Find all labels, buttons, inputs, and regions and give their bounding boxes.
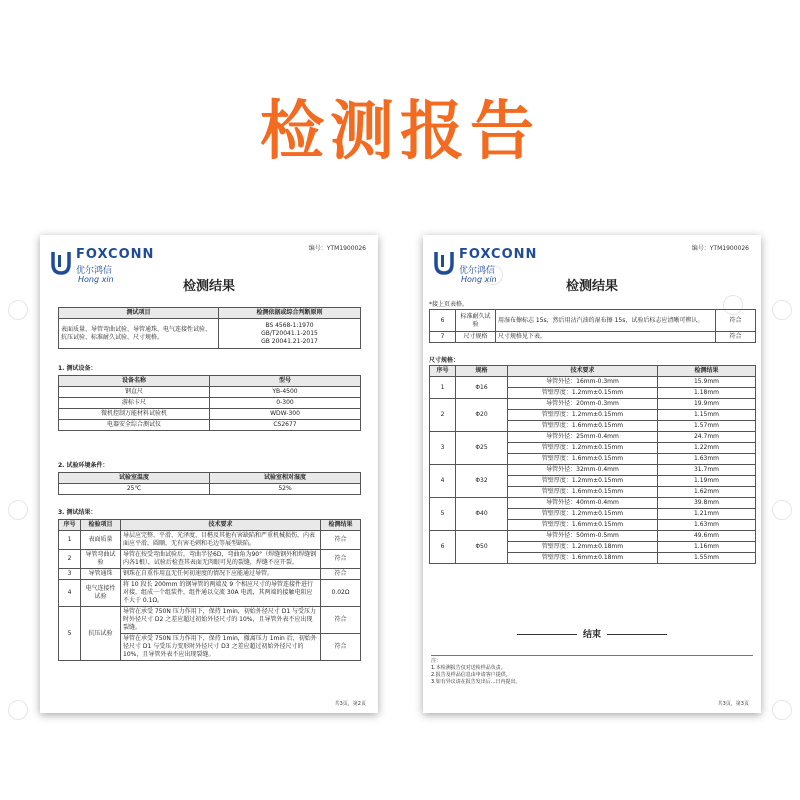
size-requirement: 管壁厚度：1.6mm±0.15mm bbox=[508, 454, 658, 465]
watermark-icon bbox=[8, 500, 28, 520]
result-res: 0.02Ω bbox=[321, 580, 361, 607]
foxconn-logo-icon bbox=[433, 249, 455, 277]
size-result: 1.55mm bbox=[658, 553, 756, 564]
size-requirement: 管壁厚度：1.2mm±0.15mm bbox=[508, 410, 658, 421]
size-result: 1.22mm bbox=[658, 443, 756, 454]
table-row bbox=[59, 409, 361, 420]
table-row bbox=[430, 377, 756, 388]
equipment-model: YB-4500 bbox=[210, 387, 361, 398]
size-no: 2 bbox=[430, 399, 456, 432]
table-row bbox=[59, 387, 361, 398]
size-title: 尺寸规格： bbox=[429, 357, 460, 364]
continued-table bbox=[429, 309, 756, 343]
size-requirement: 管壁厚度：1.6mm±0.18mm bbox=[508, 553, 658, 564]
result-req: 尺寸规格见下表。 bbox=[496, 332, 716, 343]
size-spec: Φ40 bbox=[456, 498, 508, 531]
result-item: 导管弯曲试验 bbox=[81, 550, 121, 569]
size-no: 5 bbox=[430, 498, 456, 531]
size-requirement: 导管外径：40mm-0.4mm bbox=[508, 498, 658, 509]
size-result: 49.6mm bbox=[658, 531, 756, 542]
size-requirement: 管壁厚度：1.6mm±0.15mm bbox=[508, 421, 658, 432]
result-res: 符合 bbox=[321, 634, 361, 661]
result-no: 5 bbox=[59, 607, 81, 661]
result-item: 导管通珠 bbox=[81, 569, 121, 580]
result-req: 导层应完整、平滑、光泽度、目楷及其他有害缺陷和严重机械损伤，内表面应平滑，圆顺，无有害毛刺和毛边等展型缺陷。 bbox=[121, 531, 321, 550]
equipment-name: 电器安全综合测试仪 bbox=[59, 420, 210, 431]
size-header-req: 技术要求 bbox=[508, 366, 658, 377]
size-no: 6 bbox=[430, 531, 456, 564]
basis-header-item: 测试项目 bbox=[59, 308, 219, 319]
result-res: 符合 bbox=[321, 569, 361, 580]
size-result: 1.63mm bbox=[658, 454, 756, 465]
table-row bbox=[59, 420, 361, 431]
notes bbox=[431, 655, 753, 686]
equipment-name: 微机控制万能材料试验机 bbox=[59, 409, 210, 420]
foxconn-logo-icon bbox=[50, 249, 72, 277]
end-text: 结束 bbox=[582, 630, 601, 640]
size-result: 1.63mm bbox=[658, 520, 756, 531]
env-header-humidity: 试验室相对湿度 bbox=[210, 473, 361, 484]
env-humidity: 52% bbox=[210, 484, 361, 495]
basis-standards: BS 4568-1:1970 GB/T20041.1-2015 GB 20041.21-2017 bbox=[219, 319, 361, 349]
equipment-model: 0-300 bbox=[210, 398, 361, 409]
size-result: 39.8mm bbox=[658, 498, 756, 509]
result-item: 电气连接性试验 bbox=[81, 580, 121, 607]
size-result: 1.18mm bbox=[658, 388, 756, 399]
equipment-header-model: 型号 bbox=[210, 376, 361, 387]
result-no: 6 bbox=[430, 310, 456, 332]
size-requirement: 管壁厚度：1.6mm±0.15mm bbox=[508, 487, 658, 498]
size-result: 15.9mm bbox=[658, 377, 756, 388]
brand-cn: 优尔鸿信 bbox=[76, 266, 113, 276]
result-item: 标准耐久试验 bbox=[456, 310, 496, 332]
watermark-icon bbox=[8, 300, 28, 320]
notes-title: 注： bbox=[431, 658, 442, 664]
equipment-table bbox=[58, 375, 361, 431]
result-req: 导管在承受 750N 压力作用下，保持 1min，撤离压力 1min 后，初始外径尺寸 D1 与受压力变形时外径尺寸 D3 之差应超过初始外径尺寸的 10%，且导管外表不应出现裂缝。 bbox=[121, 634, 321, 661]
table-row bbox=[430, 498, 756, 509]
size-header-no: 序号 bbox=[430, 366, 456, 377]
table-row bbox=[59, 550, 361, 569]
report-page-2 bbox=[40, 235, 378, 713]
size-result: 1.16mm bbox=[658, 542, 756, 553]
size-header-spec: 规格 bbox=[456, 366, 508, 377]
result-req: 用湿布擦标志 15s，然后用沾汽油的湿布擦 15s，试验后标志应清晰可辨认。 bbox=[496, 310, 716, 332]
watermark-icon bbox=[772, 300, 792, 320]
env-header-temp: 试验室温度 bbox=[59, 473, 210, 484]
table-row bbox=[430, 310, 756, 332]
result-req: 导管在承受 750N 压力作用下，保持 1min，初始外径尺寸 D1 与受压力时外径尺寸 D2 之差应超过初始外径尺寸的 10%，且导管外表不应出现裂缝。 bbox=[121, 607, 321, 634]
continued-note: *接上页表格。 bbox=[429, 301, 469, 308]
equipment-name: 钢直尺 bbox=[59, 387, 210, 398]
table-row bbox=[430, 531, 756, 542]
table-row bbox=[59, 531, 361, 550]
size-spec: Φ32 bbox=[456, 465, 508, 498]
size-no: 4 bbox=[430, 465, 456, 498]
size-requirement: 管壁厚度：1.2mm±0.15mm bbox=[508, 509, 658, 520]
size-requirement: 导管外径：25mm-0.4mm bbox=[508, 432, 658, 443]
results-header-req: 技术要求 bbox=[121, 520, 321, 531]
size-no: 1 bbox=[430, 377, 456, 399]
doc-number: 编号：YTM1900026 bbox=[691, 245, 749, 252]
size-header-res: 检测结果 bbox=[658, 366, 756, 377]
size-result: 24.7mm bbox=[658, 432, 756, 443]
env-title: 2. 试验环境条件： bbox=[58, 462, 109, 469]
result-req: 将 10 段长 200mm 的钢导管的两端及 9 个相应尺寸的导管连接件进行对接，组成一个组装件，组件通以交流 30A 电流，其两端的接触电阻应不大于 0.1Ω。 bbox=[121, 580, 321, 607]
size-result: 1.15mm bbox=[658, 410, 756, 421]
size-no: 3 bbox=[430, 432, 456, 465]
size-requirement: 管壁厚度：1.2mm±0.15mm bbox=[508, 476, 658, 487]
size-requirement: 管壁厚度：1.2mm±0.15mm bbox=[508, 443, 658, 454]
size-spec: Φ20 bbox=[456, 399, 508, 432]
brand-pinyin: Hong xin bbox=[78, 275, 114, 284]
watermark-icon bbox=[772, 700, 792, 720]
equipment-model: WDW-300 bbox=[210, 409, 361, 420]
table-row bbox=[430, 432, 756, 443]
note-line: 3.如有异议请在报告发出后...日内提出。 bbox=[431, 679, 521, 685]
result-res: 符合 bbox=[321, 550, 361, 569]
size-requirement: 导管外径：32mm-0.4mm bbox=[508, 465, 658, 476]
equipment-header-name: 设备名称 bbox=[59, 376, 210, 387]
note-line: 1.本检测报告仅对送检样品负责。 bbox=[431, 665, 506, 671]
equipment-title: 1. 测试设备： bbox=[58, 365, 97, 372]
watermark-icon bbox=[8, 700, 28, 720]
env-temp: 25℃ bbox=[59, 484, 210, 495]
size-spec: Φ50 bbox=[456, 531, 508, 564]
size-requirement: 导管外径：16mm-0.3mm bbox=[508, 377, 658, 388]
env-table bbox=[58, 472, 361, 495]
brand-pinyin: Hong xin bbox=[461, 275, 497, 284]
page-footer: 共3页，第3页 bbox=[717, 701, 749, 707]
size-result: 1.57mm bbox=[658, 421, 756, 432]
table-row bbox=[59, 398, 361, 409]
result-req: 导管在按受弯曲试验后，弯曲半径6D，弯曲角为90°（焊缝钢外和焊缝钢内各1根），试验后检查其表面无肉眼可见的裂缝，焊缝不应开裂。 bbox=[121, 550, 321, 569]
result-req: 钢珠在自重作用直无任何初速度的情况下应能通过导管。 bbox=[121, 569, 321, 580]
brand-cn: 优尔鸿信 bbox=[459, 266, 496, 276]
result-no: 7 bbox=[430, 332, 456, 343]
brand-name: FOXCONN bbox=[76, 247, 155, 262]
result-res: 符合 bbox=[716, 310, 756, 332]
table-row bbox=[59, 580, 361, 607]
result-item: 尺寸规格 bbox=[456, 332, 496, 343]
doc-title: 检测结果 bbox=[182, 279, 235, 294]
results-table bbox=[58, 519, 361, 661]
size-table bbox=[429, 365, 756, 564]
report-headline: 检测报告 bbox=[260, 95, 540, 169]
result-res: 符合 bbox=[716, 332, 756, 343]
table-row bbox=[59, 569, 361, 580]
result-res: 符合 bbox=[321, 607, 361, 634]
result-no: 3 bbox=[59, 569, 81, 580]
result-no: 1 bbox=[59, 531, 81, 550]
basis-items: 表面质量、导管弯曲试验、导管通珠、电气连接性试验、抗压试验、标准耐久试验、尺寸规格。 bbox=[59, 319, 219, 349]
basis-header-standard: 检测依据或综合判断原则 bbox=[219, 308, 361, 319]
table-row bbox=[430, 465, 756, 476]
size-requirement: 管壁厚度：1.2mm±0.15mm bbox=[508, 388, 658, 399]
doc-title: 检测结果 bbox=[565, 279, 618, 294]
end-rule-left bbox=[517, 634, 577, 635]
size-result: 1.19mm bbox=[658, 476, 756, 487]
size-result: 1.21mm bbox=[658, 509, 756, 520]
results-title: 3. 测试结果： bbox=[58, 509, 97, 516]
size-result: 1.62mm bbox=[658, 487, 756, 498]
size-spec: Φ25 bbox=[456, 432, 508, 465]
size-requirement: 管壁厚度：1.6mm±0.15mm bbox=[508, 520, 658, 531]
table-row bbox=[59, 607, 361, 634]
basis-table bbox=[58, 307, 361, 349]
size-result: 31.7mm bbox=[658, 465, 756, 476]
result-item: 抗压试验 bbox=[81, 607, 121, 661]
results-header-item: 检验项目 bbox=[81, 520, 121, 531]
equipment-model: CS2677 bbox=[210, 420, 361, 431]
page-footer: 共3页，第2页 bbox=[334, 701, 366, 707]
result-res: 符合 bbox=[321, 531, 361, 550]
note-line: 2.报告及样品信息由申请客户提供。 bbox=[431, 672, 511, 678]
table-row bbox=[430, 399, 756, 410]
size-result: 19.9mm bbox=[658, 399, 756, 410]
result-no: 4 bbox=[59, 580, 81, 607]
brand-name: FOXCONN bbox=[459, 247, 538, 262]
end-rule-right bbox=[607, 634, 667, 635]
equipment-name: 游标卡尺 bbox=[59, 398, 210, 409]
end-marker bbox=[423, 627, 761, 640]
watermark-icon bbox=[772, 500, 792, 520]
result-item: 表面质量 bbox=[81, 531, 121, 550]
size-requirement: 导管外径：20mm-0.3mm bbox=[508, 399, 658, 410]
doc-number: 编号：YTM1900026 bbox=[308, 245, 366, 252]
table-row bbox=[430, 332, 756, 343]
result-no: 2 bbox=[59, 550, 81, 569]
results-header-res: 检测结果 bbox=[321, 520, 361, 531]
results-header-no: 序号 bbox=[59, 520, 81, 531]
size-requirement: 导管外径：50mm-0.5mm bbox=[508, 531, 658, 542]
size-spec: Φ16 bbox=[456, 377, 508, 399]
report-page-3 bbox=[423, 235, 761, 713]
size-requirement: 管壁厚度：1.2mm±0.18mm bbox=[508, 542, 658, 553]
